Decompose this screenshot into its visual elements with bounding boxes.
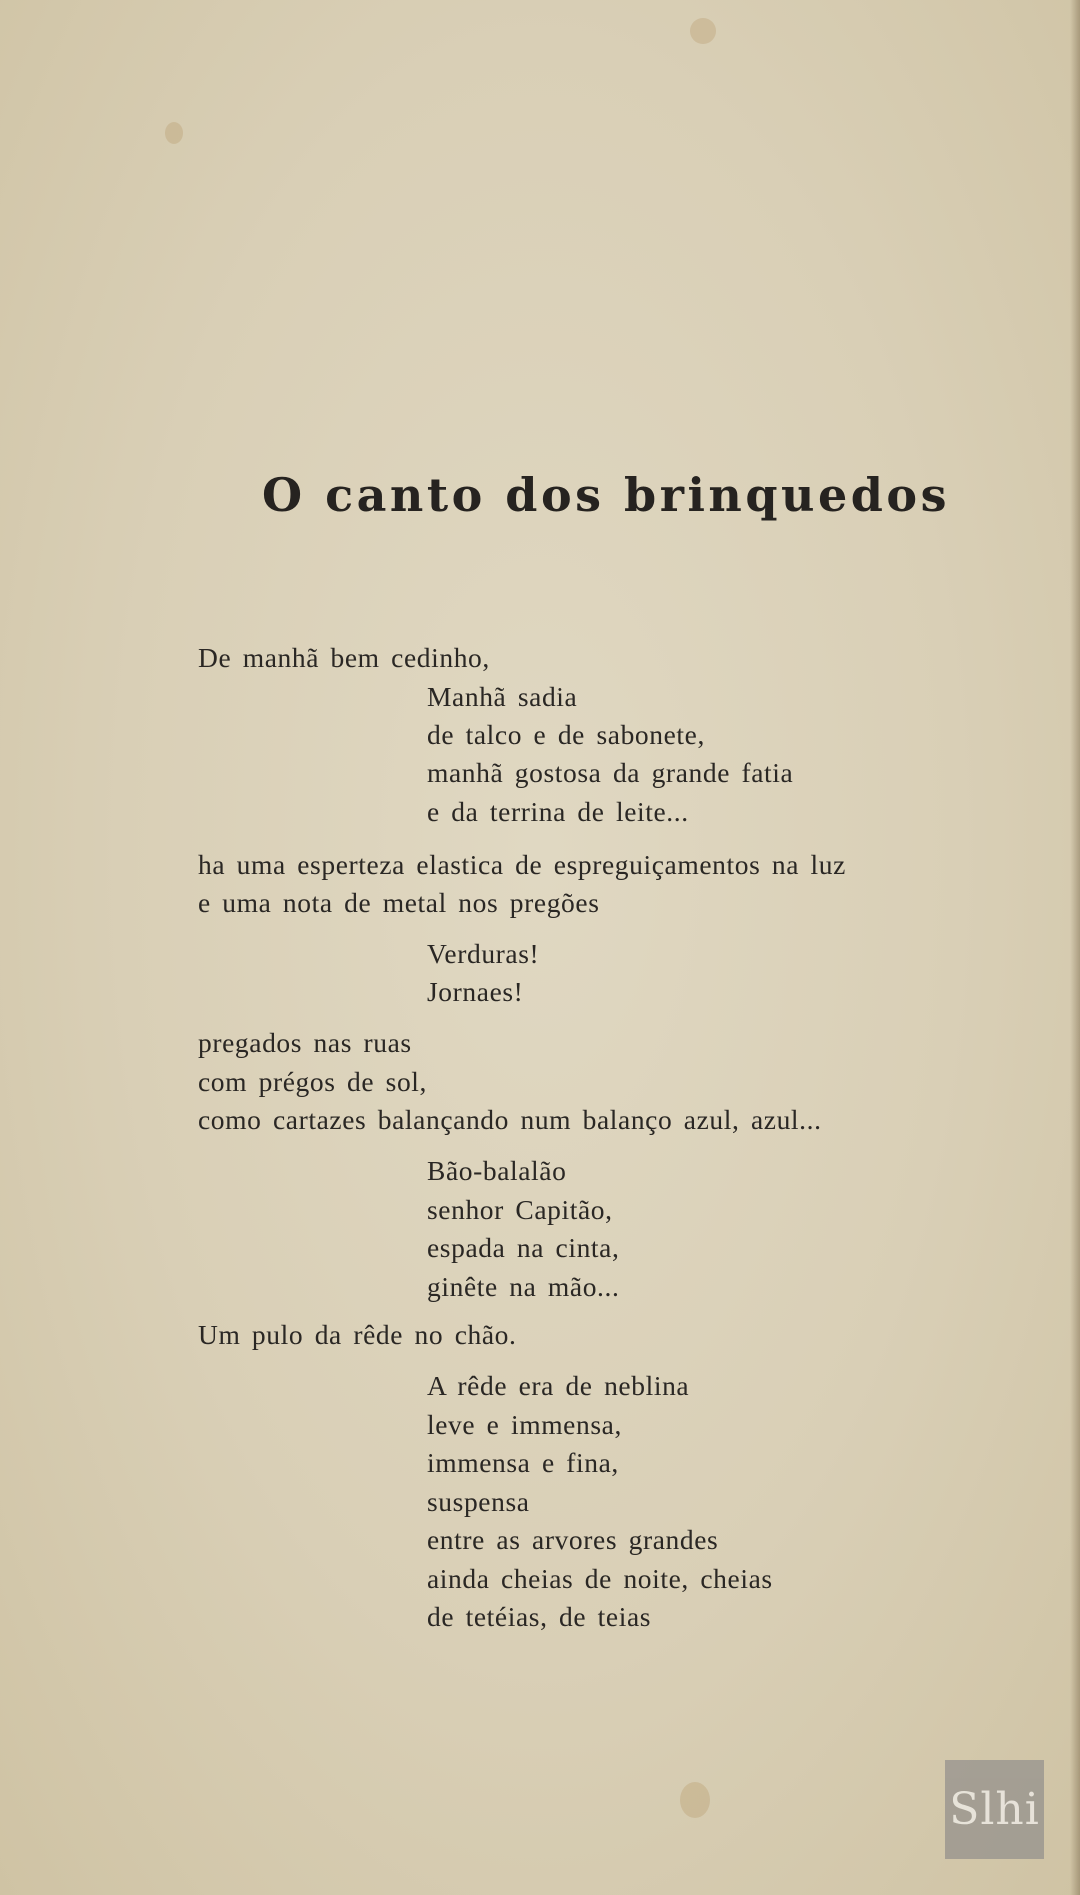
- poem-line: Um pulo da rêde no chão.: [198, 1319, 517, 1350]
- poem-line: immensa e fina,: [427, 1447, 619, 1478]
- poem-line: A rêde era de neblina: [427, 1370, 690, 1401]
- paper-stain: [165, 122, 183, 144]
- poem-line: e da terrina de leite...: [427, 796, 689, 827]
- paper-stain: [680, 1782, 710, 1818]
- poem-line: Bão-balalão: [427, 1155, 567, 1186]
- poem-line: de tetéias, de teias: [427, 1601, 652, 1632]
- poem-line: ginête na mão...: [427, 1271, 620, 1302]
- poem-line: e uma nota de metal nos pregões: [198, 887, 600, 918]
- paper-stain: [690, 18, 716, 44]
- poem-line: ha uma esperteza elastica de espreguiçamentos na luz: [198, 849, 846, 880]
- watermark-logo-text: Slhi: [949, 1784, 1040, 1835]
- poem-title: O canto dos brinquedos: [262, 468, 950, 522]
- poem-line: manhã gostosa da grande fatia: [427, 757, 794, 788]
- poem-line: Verduras!: [427, 938, 540, 969]
- poem-line: como cartazes balançando num balanço azul, azul...: [198, 1104, 822, 1135]
- poem-line: suspensa: [427, 1486, 530, 1517]
- poem-line: leve e immensa,: [427, 1409, 622, 1440]
- poem-line: espada na cinta,: [427, 1232, 620, 1263]
- poem-line: de talco e de sabonete,: [427, 719, 705, 750]
- poem-line: Jornaes!: [427, 976, 524, 1007]
- poem-line: ainda cheias de noite, cheias: [427, 1563, 773, 1594]
- poem-line: De manhã bem cedinho,: [198, 642, 490, 673]
- poem-line: com prégos de sol,: [198, 1066, 428, 1097]
- page-edge-shadow: [1070, 0, 1080, 1895]
- poem-line: entre as arvores grandes: [427, 1524, 719, 1555]
- poem-line: senhor Capitão,: [427, 1194, 613, 1225]
- poem-line: pregados nas ruas: [198, 1027, 412, 1058]
- watermark-logo: [945, 1760, 1044, 1859]
- poem-line: Manhã sadia: [427, 681, 578, 712]
